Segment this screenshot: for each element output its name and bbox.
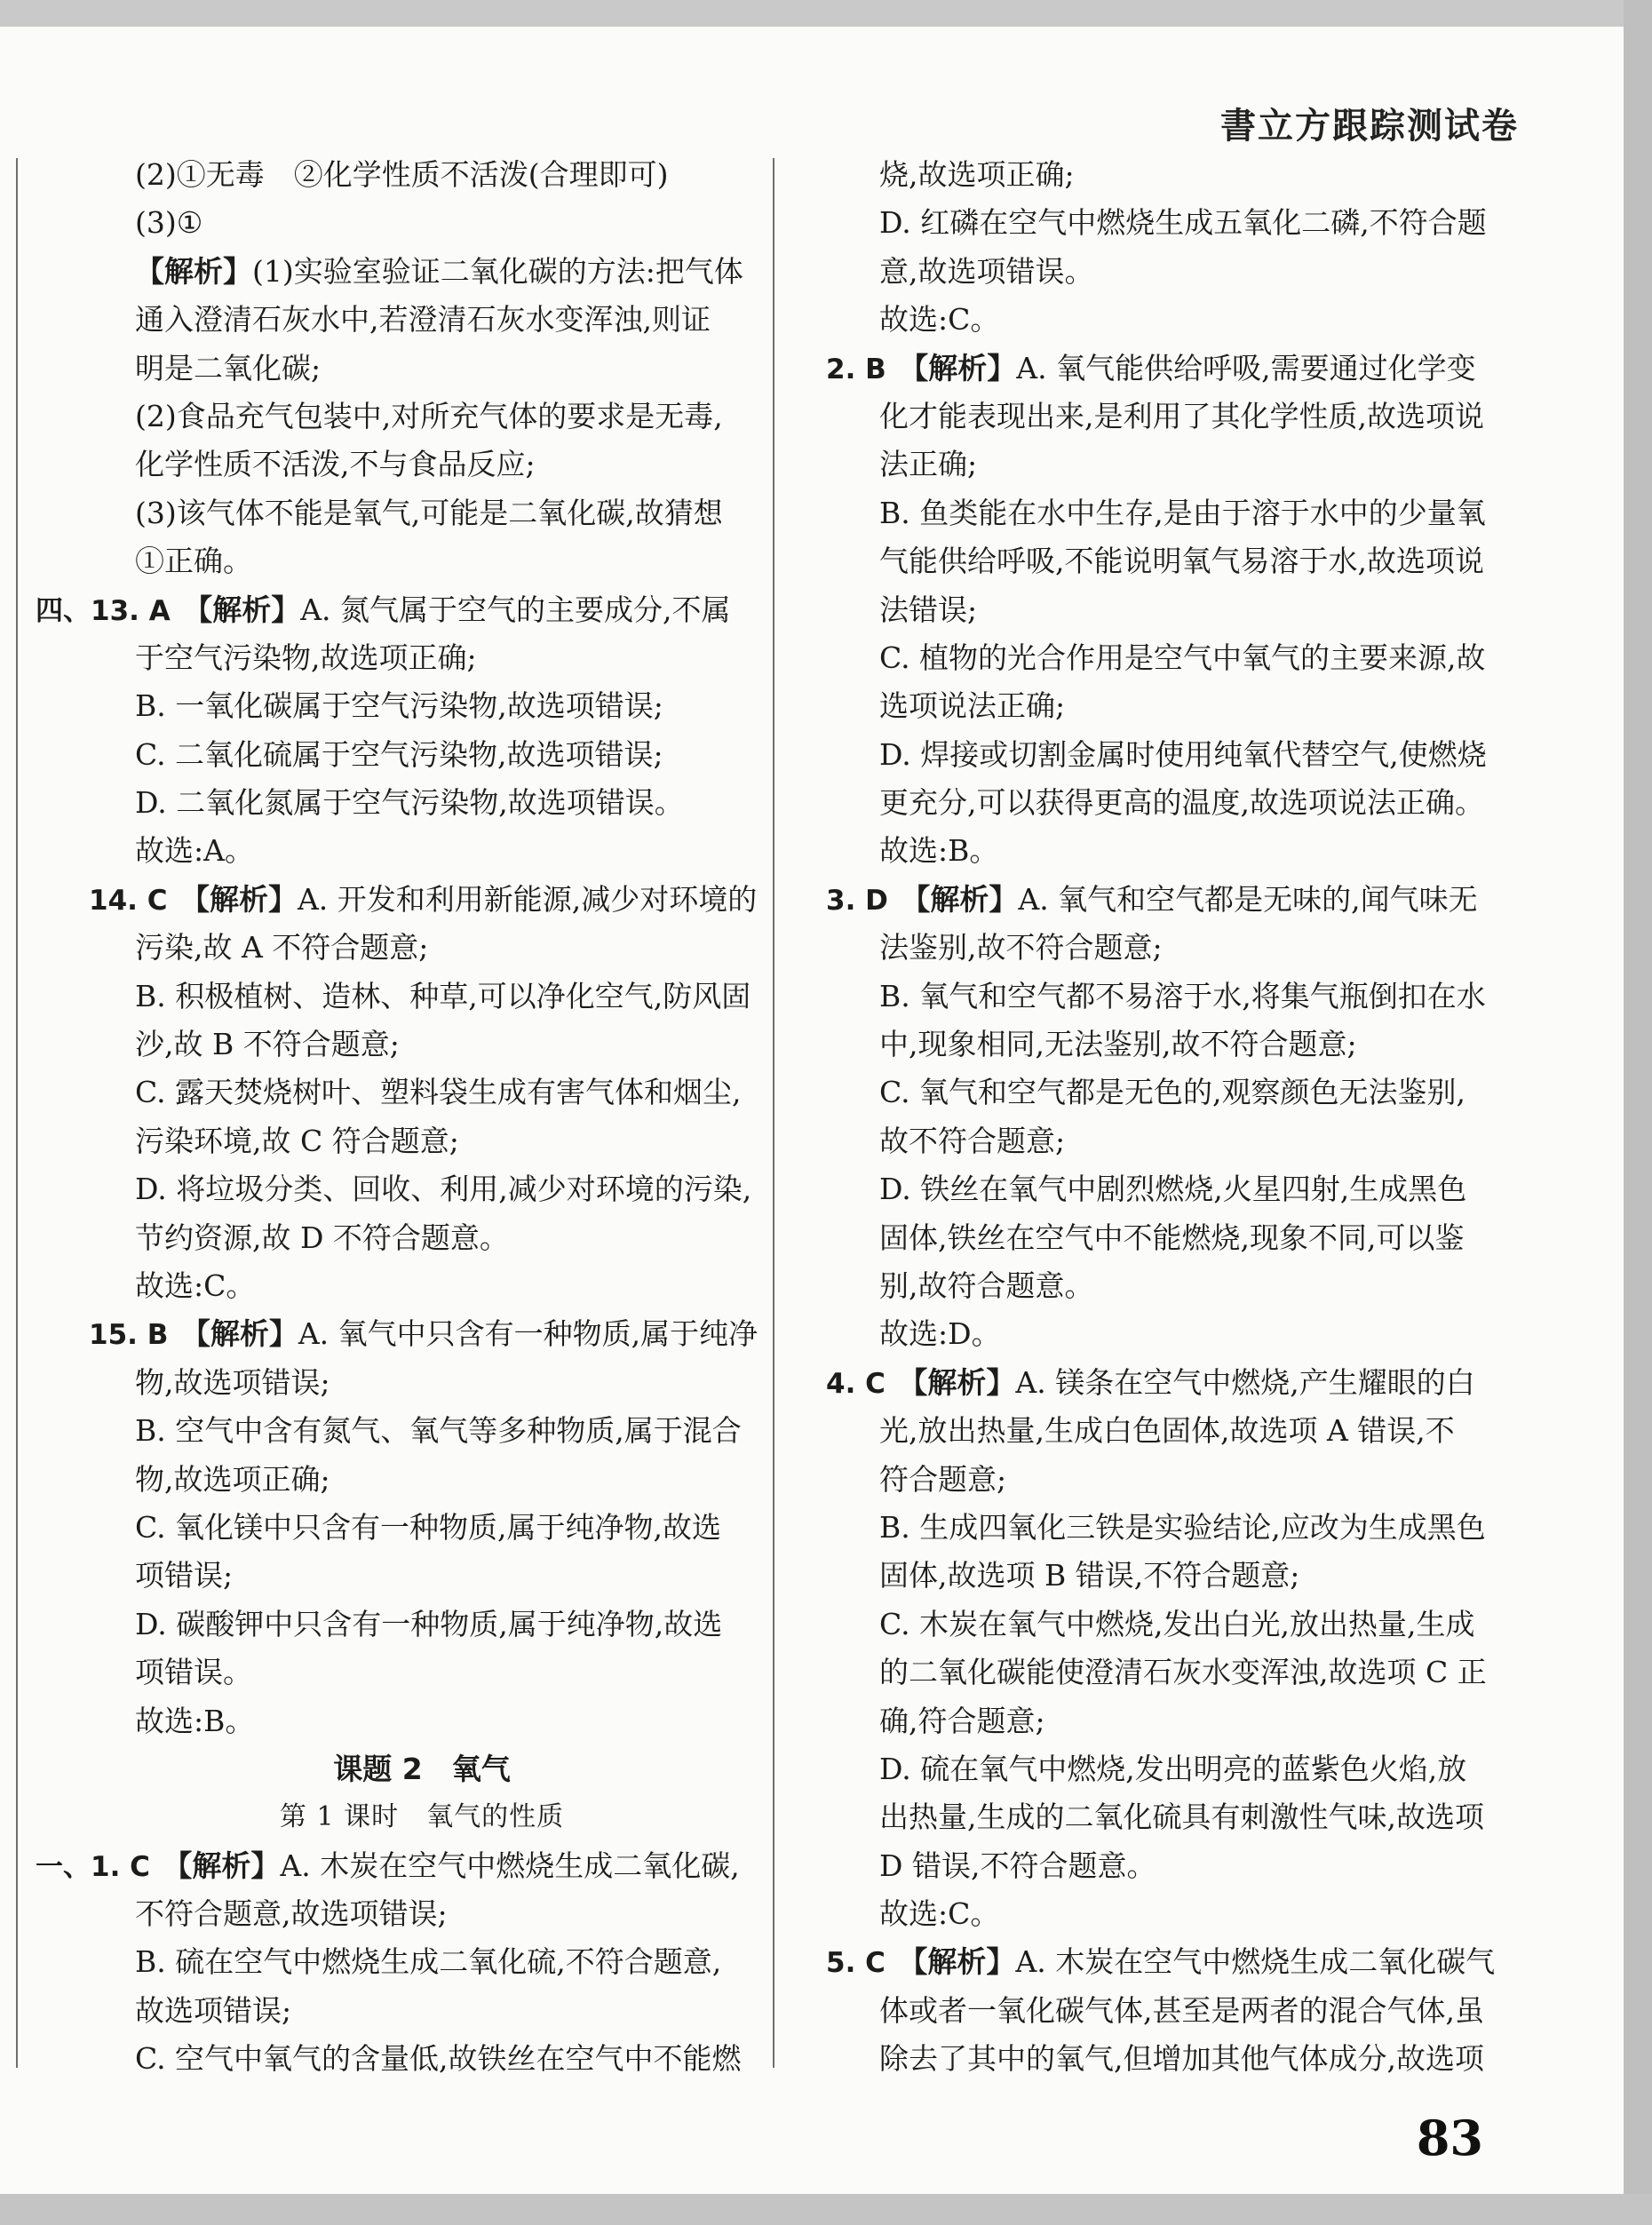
- text-line: [36, 1456, 746, 1504]
- line-text: (1)实验室验证二氧化碳的方法:把气体: [252, 253, 743, 289]
- line-text: 故选:C。: [879, 302, 1000, 338]
- text-line: [36, 1262, 746, 1310]
- line-text: D. 焊接或切割金属时使用纯氧代替空气,使燃烧: [879, 736, 1487, 772]
- text-line: [826, 199, 1528, 247]
- text-line: [36, 199, 746, 247]
- line-text: 污染,故 A 不符合题意;: [135, 930, 429, 965]
- line-text: A. 氧气能供给呼吸,需要通过化学变: [1016, 350, 1476, 385]
- answer-item-line: [826, 1359, 1528, 1407]
- question-number: 14. C: [89, 884, 195, 917]
- line-text: 沙,故 B 不符合题意;: [135, 1027, 400, 1062]
- line-text: 项错误;: [135, 1558, 234, 1593]
- line-text: 故选:A。: [135, 833, 254, 869]
- line-text: (2)①无毒 ②化学性质不活泼(合理即可): [135, 157, 669, 192]
- line-text: 固体,故选项 B 错误,不符合题意;: [879, 1558, 1300, 1593]
- text-line: [36, 393, 746, 441]
- text-line: [36, 1359, 746, 1407]
- line-text: A. 木炭在空气中燃烧生成二氧化碳,: [280, 1848, 740, 1883]
- analysis-tag: 【解析】: [913, 350, 1017, 385]
- line-text: C. 氧化镁中只含有一种物质,属于纯净物,故选: [135, 1509, 722, 1545]
- line-text: 别,故符合题意。: [879, 1267, 1094, 1303]
- line-text: D. 红磷在空气中燃烧生成五氧化二磷,不符合题: [879, 205, 1487, 241]
- answer-item-line: [826, 345, 1528, 393]
- line-text: A. 氮气属于空气的主要成分,不属: [300, 592, 731, 627]
- question-number: 5. C: [826, 1947, 913, 1980]
- text-line: [826, 1601, 1528, 1649]
- text-line: [826, 924, 1528, 972]
- question-number: 一、1. C: [36, 1850, 178, 1883]
- text-line: [36, 2035, 746, 2083]
- line-text: (3)该气体不能是氧气,可能是二氧化碳,故猜想: [135, 495, 723, 530]
- text-line: [826, 1552, 1528, 1600]
- text-line: [36, 827, 746, 875]
- answer-item-line: [36, 586, 746, 634]
- line-text: C. 植物的光合作用是空气中氧气的主要来源,故: [879, 640, 1486, 675]
- line-text: 法鉴别,故不符合题意;: [879, 930, 1163, 965]
- answer-item-line: [826, 1938, 1528, 1986]
- line-text: 选项说法正确;: [879, 688, 1066, 724]
- line-text: 节约资源,故 D 不符合题意。: [135, 1220, 509, 1255]
- line-text: B. 硫在空气中燃烧生成二氧化硫,不符合题意,: [135, 1944, 722, 1980]
- line-text: 故选项错误;: [135, 1992, 292, 2028]
- text-line: [826, 1407, 1528, 1455]
- line-text: C. 氧气和空气都是无色的,观察颜色无法鉴别,: [879, 1075, 1466, 1110]
- text-line: [826, 1262, 1528, 1310]
- line-text: D. 铁丝在氧气中剧烈燃烧,火星四射,生成黑色: [879, 1172, 1467, 1207]
- line-text: C. 空气中氧气的含量低,故铁丝在空气中不能燃: [135, 2041, 742, 2077]
- text-line: [826, 1697, 1528, 1745]
- text-line: [36, 441, 746, 489]
- text-line: [36, 1165, 752, 1213]
- line-text: C. 木炭在氧气中燃烧,发出白光,放出热量,生成: [879, 1606, 1475, 1641]
- line-text: D 错误,不符合题意。: [879, 1848, 1156, 1883]
- scan-edge-bottom: [0, 2194, 1652, 2225]
- line-text: (3)①: [135, 205, 203, 241]
- text-line: [36, 248, 746, 296]
- section-heading: 课题 2 氧气: [333, 1751, 511, 1786]
- line-text: 故选:B。: [135, 1703, 255, 1738]
- line-text: B. 空气中含有氮气、氧气等多种物质,属于混合: [135, 1413, 742, 1449]
- line-text: 符合题意;: [879, 1461, 1007, 1497]
- line-text: 光,放出热量,生成白色固体,故选项 A 错误,不: [879, 1413, 1455, 1449]
- question-number: 四、13. A: [36, 594, 198, 627]
- text-line: [36, 682, 746, 730]
- line-text: D. 将垃圾分类、回收、利用,减少对环境的污染,: [135, 1172, 752, 1207]
- text-line: [36, 1504, 746, 1552]
- text-line: [36, 779, 746, 827]
- text-line: [36, 151, 746, 199]
- line-text: A. 木炭在空气中燃烧生成二氧化碳气: [1015, 1944, 1496, 1980]
- text-line: [36, 1987, 746, 2035]
- answer-item-line: [826, 876, 1528, 924]
- line-text: 明是二氧化碳;: [135, 350, 322, 385]
- line-text: 项错误。: [135, 1655, 252, 1690]
- line-text: 故选:C。: [879, 1896, 1000, 1932]
- answer-item-line: [36, 1842, 746, 1890]
- text-line: [826, 1793, 1528, 1841]
- line-text: 的二氧化碳能使澄清石灰水变浑浊,故选项 C 正: [879, 1655, 1487, 1690]
- line-text: 不符合题意,故选项错误;: [135, 1896, 448, 1932]
- text-line: [826, 634, 1528, 682]
- header-title: 書立方跟踪测试卷: [1220, 106, 1519, 147]
- text-line: [36, 634, 746, 682]
- answer-item-line: [36, 1310, 758, 1358]
- column-divider: [773, 158, 774, 2068]
- line-text: 气能供给呼吸,不能说明氧气易溶于水,故选项说: [879, 544, 1484, 579]
- line-text: C. 二氧化硫属于空气污染物,故选项错误;: [135, 736, 663, 772]
- text-line: [36, 489, 746, 537]
- text-line: [36, 1601, 746, 1649]
- text-line: [826, 296, 1528, 344]
- text-line: [36, 1021, 746, 1069]
- text-line: [826, 1890, 1528, 1938]
- line-text: A. 开发和利用新能源,减少对环境的: [297, 881, 758, 917]
- analysis-tag: 【解析】: [197, 592, 301, 627]
- line-text: B. 积极植树、造林、种草,可以净化空气,防风固: [135, 978, 751, 1013]
- text-line: [36, 1552, 746, 1600]
- line-text: B. 鱼类能在水中生存,是由于溶于水中的少量氧: [879, 495, 1486, 530]
- line-text: D. 硫在氧气中燃烧,发出明亮的蓝紫色火焰,放: [879, 1751, 1467, 1786]
- line-text: A. 氧气中只含有一种物质,属于纯净: [298, 1316, 758, 1352]
- line-text: 固体,铁丝在空气中不能燃烧,现象不同,可以鉴: [879, 1220, 1465, 1255]
- text-line: [826, 586, 1528, 634]
- text-line: [36, 1649, 746, 1697]
- text-line: [826, 1504, 1528, 1552]
- line-text: ①正确。: [135, 544, 252, 579]
- text-line: [826, 1214, 1528, 1262]
- text-line: [826, 1021, 1528, 1069]
- question-number: 2. B: [826, 353, 914, 385]
- text-line: [36, 296, 746, 344]
- text-line: [36, 1069, 746, 1116]
- analysis-tag: 【解析】: [135, 253, 252, 289]
- line-text: A. 镁条在空气中燃烧,产生耀眼的白: [1015, 1364, 1475, 1400]
- line-text: C. 露天焚烧树叶、塑料袋生成有害气体和烟尘,: [135, 1075, 742, 1110]
- text-line: [36, 1938, 746, 1986]
- text-line: [826, 827, 1528, 875]
- right-column: [826, 151, 1528, 2084]
- text-line: [826, 489, 1528, 537]
- text-line: [36, 973, 751, 1021]
- text-line: [826, 441, 1528, 489]
- text-line: [36, 345, 746, 393]
- text-line: [826, 1310, 1528, 1358]
- line-text: 化才能表现出来,是利用了其化学性质,故选项说: [879, 398, 1484, 433]
- text-line: [826, 682, 1528, 730]
- text-line: [826, 1745, 1528, 1793]
- line-text: 于空气污染物,故选项正确;: [135, 640, 477, 675]
- text-line: [826, 1842, 1528, 1890]
- line-text: 烧,故选项正确;: [879, 157, 1075, 192]
- line-text: 化学性质不活泼,不与食品反应;: [135, 447, 536, 482]
- text-line: [36, 1697, 746, 1745]
- analysis-tag: 【解析】: [177, 1848, 281, 1883]
- line-text: B. 氧气和空气都不易溶于水,将集气瓶倒扣在水: [879, 978, 1486, 1013]
- line-text: D. 碳酸钾中只含有一种物质,属于纯净物,故选: [135, 1606, 723, 1641]
- line-text: 确,符合题意;: [879, 1703, 1045, 1738]
- line-text: 故不符合题意;: [879, 1123, 1066, 1158]
- line-text: D. 二氧化氮属于空气污染物,故选项错误。: [135, 785, 684, 821]
- text-line: [826, 248, 1528, 296]
- page-number: 83: [1416, 2110, 1483, 2166]
- question-number: 4. C: [826, 1367, 913, 1400]
- text-line: [36, 924, 746, 972]
- line-text: 故选:B。: [879, 833, 999, 869]
- line-text: 物,故选项正确;: [135, 1461, 330, 1497]
- text-line: [826, 1069, 1528, 1116]
- analysis-tag: 【解析】: [195, 1316, 298, 1352]
- text-line: [826, 393, 1528, 441]
- text-line: [826, 1987, 1528, 2035]
- text-line: [826, 731, 1528, 779]
- text-line: [826, 1117, 1528, 1165]
- text-line: [826, 973, 1528, 1021]
- line-text: 出热量,生成的二氧化硫具有刺激性气味,故选项: [879, 1800, 1484, 1835]
- text-line: [826, 151, 1528, 199]
- line-text: 意,故选项错误。: [879, 253, 1094, 289]
- line-text: 通入澄清石灰水中,若澄清石灰水变浑浊,则证: [135, 302, 711, 338]
- text-line: [826, 537, 1528, 585]
- text-line: [826, 1165, 1528, 1213]
- line-text: 法错误;: [879, 592, 978, 627]
- text-line: [36, 537, 746, 585]
- line-text: 物,故选项错误;: [135, 1364, 330, 1400]
- text-line: [36, 1890, 746, 1938]
- line-text: A. 氧气和空气都是无味的,闻气味无: [1018, 881, 1478, 917]
- line-text: 故选:D。: [879, 1316, 1001, 1352]
- question-number: 3. D: [826, 884, 916, 917]
- analysis-tag: 【解析】: [195, 881, 298, 917]
- text-line: [826, 2035, 1528, 2083]
- question-number: 15. B: [89, 1319, 196, 1352]
- text-line: [36, 1214, 746, 1262]
- text-line: [826, 779, 1528, 827]
- analysis-tag: 【解析】: [912, 1364, 1016, 1400]
- line-text: 体或者一氧化碳气体,甚至是两者的混合气体,虽: [879, 1992, 1484, 2028]
- text-line: [826, 1456, 1528, 1504]
- line-text: B. 一氧化碳属于空气污染物,故选项错误;: [135, 688, 663, 724]
- line-text: 故选:C。: [135, 1267, 256, 1303]
- text-line: [36, 1407, 746, 1455]
- line-text: (2)食品充气包装中,对所充气体的要求是无毒,: [135, 398, 723, 433]
- line-text: 污染环境,故 C 符合题意;: [135, 1123, 459, 1158]
- left-margin-rule: [16, 158, 18, 2068]
- section-subheading: 第 1 课时 氧气的性质: [279, 1801, 565, 1833]
- answer-item-line: [36, 876, 758, 924]
- text-line: [826, 1649, 1528, 1697]
- line-text: 更充分,可以获得更高的温度,故选项说法正确。: [879, 785, 1484, 821]
- left-column: [36, 151, 758, 2084]
- analysis-tag: 【解析】: [915, 881, 1019, 917]
- analysis-tag: 【解析】: [912, 1944, 1016, 1980]
- line-text: B. 生成四氧化三铁是实验结论,应改为生成黑色: [879, 1509, 1486, 1545]
- line-text: 除去了其中的氧气,但增加其他气体成分,故选项: [879, 2041, 1484, 2077]
- line-text: 中,现象相同,无法鉴别,故不符合题意;: [879, 1027, 1357, 1062]
- text-line: [36, 731, 746, 779]
- text-line: [36, 1117, 746, 1165]
- line-text: 法正确;: [879, 447, 978, 482]
- scan-edge-right: [1624, 0, 1652, 2225]
